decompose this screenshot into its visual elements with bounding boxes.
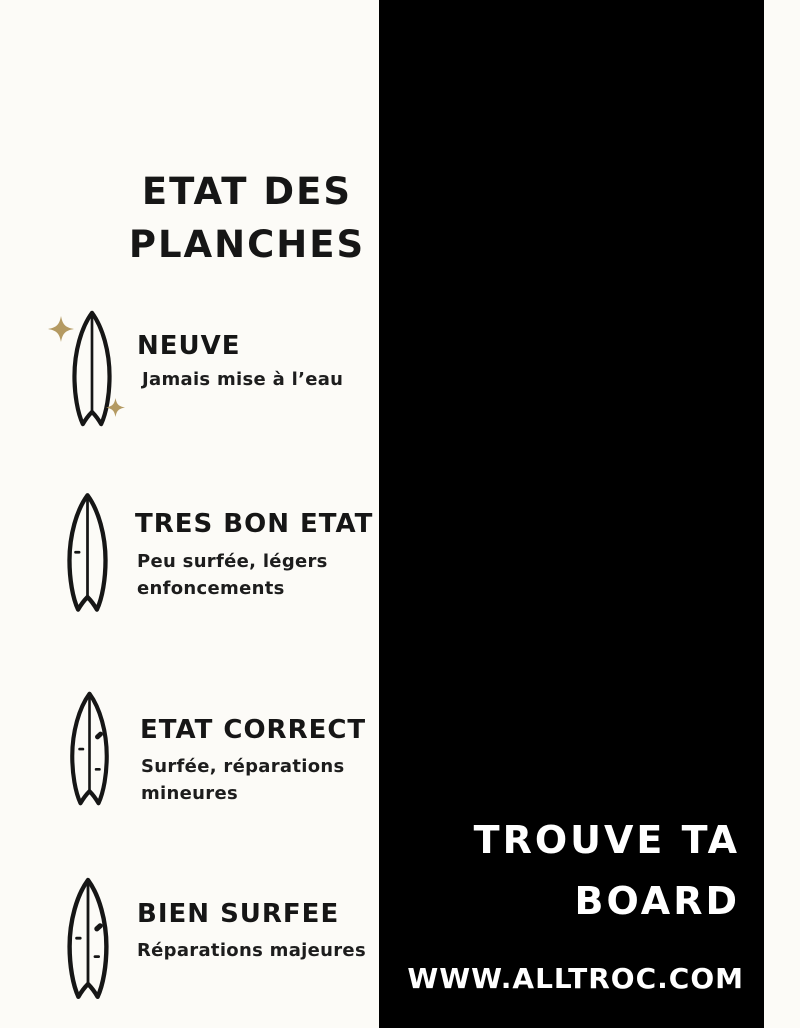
condition-desc-etat-correct: Surfée, réparations mineures — [141, 756, 345, 804]
surfboard-major-repairs-icon — [64, 871, 112, 1009]
sparkle-icon — [106, 398, 125, 417]
promo-headline — [474, 810, 740, 932]
condition-desc-bien-surfee: Réparations majeures — [137, 940, 366, 961]
page-title-line-1: ETAT DES — [141, 170, 353, 213]
promo-headline-line-2: BOARD — [574, 879, 740, 923]
promo-panel — [379, 0, 764, 1028]
condition-label-etat-correct: ETAT CORRECT — [140, 715, 367, 745]
condition-desc-tres-bon-etat: Peu surfée, légers enfoncements — [137, 551, 328, 599]
condition-label-neuve: NEUVE — [137, 331, 241, 361]
page-title — [118, 165, 376, 271]
condition-desc-neuve: Jamais mise à l’eau — [142, 369, 344, 390]
condition-label-tres-bon-etat: TRES BON ETAT — [135, 509, 374, 539]
surfboard-minor-repairs-icon — [67, 687, 112, 813]
promo-headline-line-1: TROUVE TA — [473, 818, 740, 862]
website-url: WWW.ALLTROC.COM — [407, 962, 744, 995]
right-margin-strip — [764, 0, 800, 1028]
condition-label-bien-surfee: BIEN SURFEE — [137, 899, 340, 929]
page-title-line-2: PLANCHES — [128, 223, 366, 266]
surfboard-one-ding-icon — [64, 491, 111, 617]
